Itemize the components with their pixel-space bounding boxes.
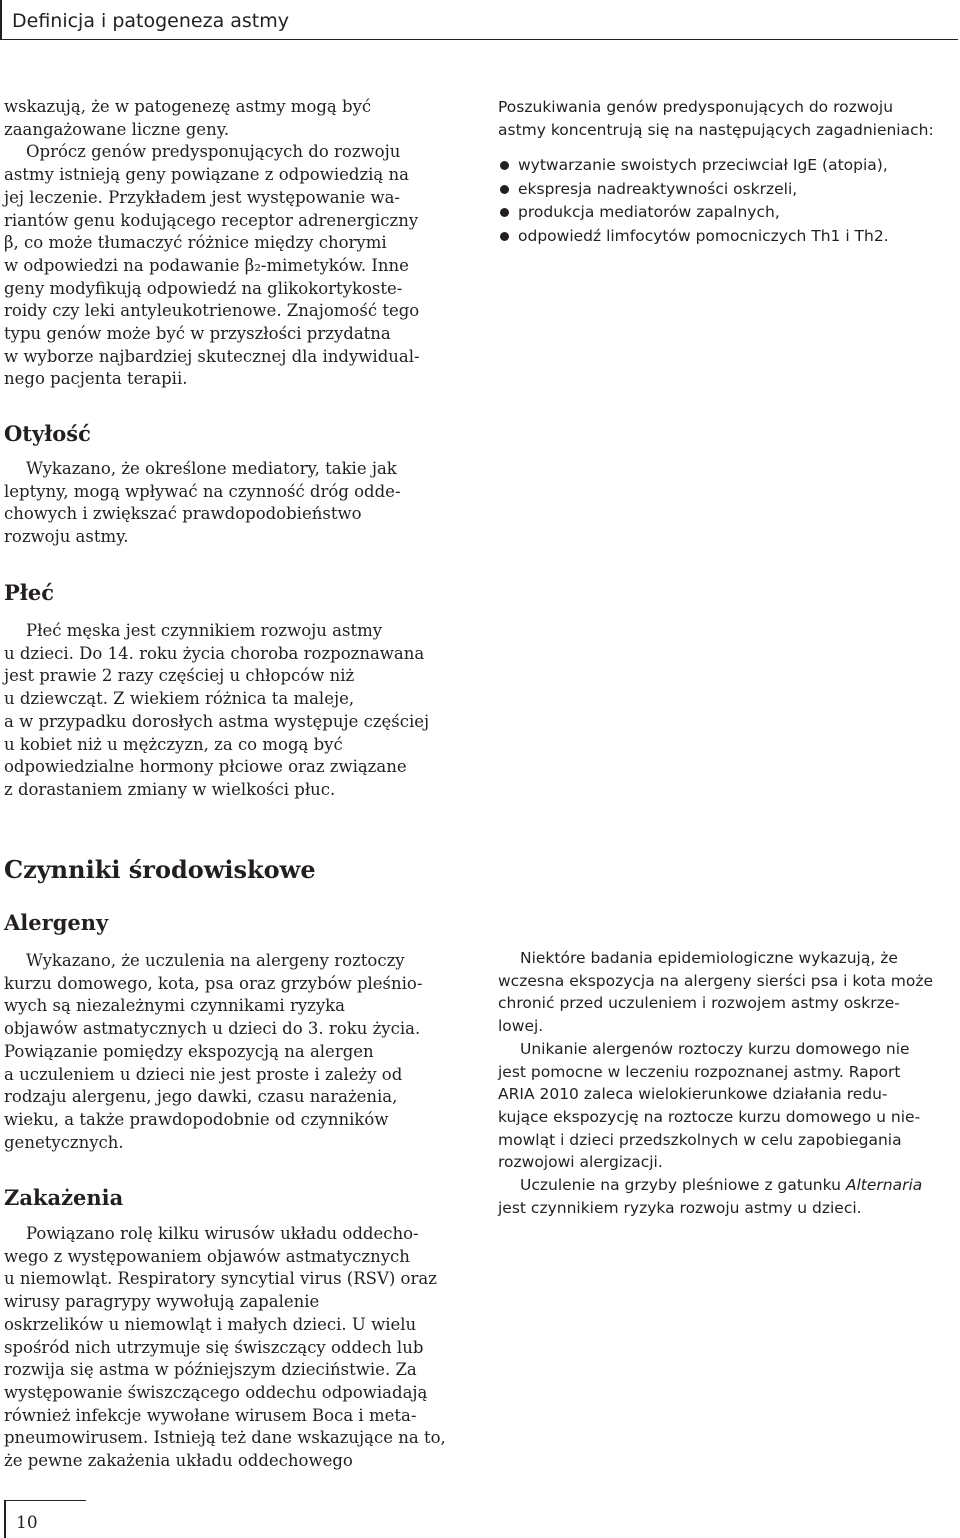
text-line: mowląt i dzieci przedszkolnych w celu zapobiegania (498, 1130, 902, 1149)
list-item (498, 178, 956, 202)
text-line: również infekcje wywołane wirusem Boca i meta- (4, 1405, 417, 1425)
text-line: z dorastaniem zmiany w wielkości płuc. (4, 779, 336, 799)
text-line: wych są niezależnymi czynnikami ryzyka (4, 996, 346, 1016)
page-number: 10 (16, 1513, 38, 1533)
list-item-text: produkcja mediatorów zapalnych, (518, 203, 780, 221)
text-line: Powiązanie pomiędzy ekspozycją na alergen (4, 1041, 374, 1061)
text-line: roidy czy leki antyleukotrienowe. Znajomość tego (4, 301, 420, 321)
list-item (498, 201, 956, 225)
section-heading-plec: Płeć (4, 580, 55, 605)
text-line: w wyborze najbardziej skutecznej dla indywidual- (4, 346, 420, 366)
text-line: Niektóre badania epidemiologiczne wykazują, że (520, 949, 898, 967)
section-heading-otylosc: Otyłość (4, 421, 91, 446)
text-line: wego z występowaniem objawów astmatycznych (4, 1246, 410, 1266)
text-line: jest czynnikiem ryzyka rozwoju astmy u dzieci. (498, 1198, 862, 1217)
running-header (0, 0, 958, 40)
text-line: kurzu domowego, kota, psa oraz grzybów pleśnio- (4, 973, 423, 993)
text-line: że pewne zakażenia układu oddechowego (4, 1451, 353, 1471)
text-line: jej leczenie. Przykładem jest występowanie wa- (4, 187, 400, 207)
text-line: spośród nich utrzymuje się świszczący oddech lub (4, 1337, 424, 1357)
bullet-icon (500, 232, 509, 241)
genes-paragraph (4, 96, 466, 391)
text-line: rozwojowi alergizacji. (498, 1153, 663, 1172)
text-line: lowej. (498, 1017, 544, 1036)
text-line: objawów astmatycznych u dzieci do 3. roku życia. (4, 1019, 421, 1039)
text-line: wczesna ekspozycja na alergeny sierści psa i kota może (498, 971, 934, 990)
otylosc-paragraph (4, 458, 466, 549)
text-line: typu genów może być w przyszłości przydatna (4, 324, 391, 344)
text-line: u dziewcząt. Z wiekiem różnica ta maleje, (4, 689, 355, 709)
text-line: a uczuleniem u dzieci nie jest proste i zależy od (4, 1064, 403, 1084)
text-line: Powiązano rolę kilku wirusów układu oddecho- (26, 1224, 419, 1243)
page-number-box (4, 1500, 86, 1538)
text-line: rozwija się astma w późniejszym dzieciństwie. Za (4, 1360, 417, 1380)
text-line: Oprócz genów predysponujących do rozwoju (26, 142, 401, 162)
alergeny-paragraph (4, 950, 466, 1154)
text-line: a w przypadku dorosłych astma występuje częściej (4, 711, 430, 731)
text-line: jest prawie 2 razy częściej u chłopców niż (4, 666, 355, 686)
bullet-icon (500, 185, 509, 194)
text-line: nego pacjenta terapii. (4, 369, 188, 389)
bullet-icon (500, 161, 509, 170)
bullet-icon (500, 208, 509, 217)
text-line: Wykazano, że uczulenia na alergeny roztoczy (26, 951, 405, 970)
text-line: wieku, a także prawdopodobnie od czynników (4, 1109, 389, 1129)
text-line: oskrzelików u niemowląt i małych dzieci. U wielu (4, 1314, 417, 1334)
text-line: występowanie świszczącego oddechu odpowiadają (4, 1382, 428, 1402)
text-line: leptyny, mogą wpływać na czynność dróg odde- (4, 481, 401, 501)
text-line: riantów genu kodującego receptor adrenergiczny (4, 210, 419, 230)
text-line: jest pomocne w leczeniu rozpoznanej astmy. Raport (498, 1062, 901, 1081)
text-line: astmy istnieją geny powiązane z odpowiedzią na (4, 165, 409, 185)
text-line: β, co może tłumaczyć różnice między chorymi (4, 233, 387, 253)
text-line: Wykazano, że określone mediatory, takie jak (26, 459, 397, 478)
list-item (498, 225, 956, 249)
text-line: chronić przed uczuleniem i rozwojem astmy oskrze- (498, 994, 900, 1013)
epidemiology-paragraph (498, 947, 956, 1219)
text-line: genetycznych. (4, 1132, 124, 1152)
gene-search-list (498, 154, 956, 248)
text-run: Uczulenie na grzyby pleśniowe z gatunku (520, 1176, 846, 1195)
text-line: kujące ekspozycję na roztocze kurzu domowego u nie- (498, 1107, 921, 1126)
text-line: Płeć męska jest czynnikiem rozwoju astmy (26, 621, 383, 640)
text-line (498, 1174, 956, 1197)
text-line: Unikanie alergenów roztoczy kurzu domowego nie (520, 1039, 910, 1058)
list-item-text: wytwarzanie swoistych przeciwciał IgE (atopia), (518, 156, 888, 174)
italic-term: Alternaria (845, 1176, 923, 1195)
list-item-text: odpowiedź limfocytów pomocniczych Th1 i Th2. (518, 226, 889, 245)
text-line: ARIA 2010 zaleca wielokierunkowe działania redu- (498, 1085, 888, 1104)
section-heading-zakazenia: Zakażenia (4, 1185, 124, 1210)
text-line: rozwoju astmy. (4, 527, 129, 547)
text-line: chowych i zwiększać prawdopodobieństwo (4, 504, 362, 524)
text-line: u dzieci. Do 14. roku życia choroba rozpoznawana (4, 643, 425, 663)
text-line: Poszukiwania genów predysponujących do rozwoju (498, 98, 894, 116)
text-line: astmy koncentrują się na następujących zagadnieniach: (498, 120, 934, 139)
text-line: wirusy paragrypy wywołują zapalenie (4, 1292, 320, 1312)
text-line: w odpowiedzi na podawanie β₂-mimetyków. Inne (4, 255, 409, 275)
text-line: u niemowląt. Respiratory syncytial virus (RSV) oraz (4, 1269, 437, 1289)
running-header-title: Definicja i patogeneza astmy (12, 10, 289, 32)
list-item (498, 154, 956, 178)
section-heading-alergeny: Alergeny (4, 910, 109, 935)
gene-search-intro (498, 96, 956, 141)
list-item-text: ekspresja nadreaktywności oskrzeli, (518, 179, 798, 198)
text-line: zaangażowane liczne geny. (4, 119, 230, 139)
text-line: rodzaju alergenu, jego dawki, czasu narażenia, (4, 1087, 398, 1107)
zakazenia-paragraph (4, 1223, 466, 1473)
text-line: pneumowirusem. Istnieją też dane wskazujące na to, (4, 1428, 446, 1448)
section-heading-czynniki: Czynniki środowiskowe (4, 855, 316, 884)
text-line: geny modyfikują odpowiedź na glikokortykoste- (4, 278, 403, 298)
text-line: u kobiet niż u mężczyzn, za co mogą być (4, 734, 343, 754)
plec-paragraph (4, 620, 466, 802)
text-line: odpowiedzialne hormony płciowe oraz związane (4, 757, 407, 777)
text-line: wskazują, że w patogenezę astmy mogą być (4, 97, 372, 116)
